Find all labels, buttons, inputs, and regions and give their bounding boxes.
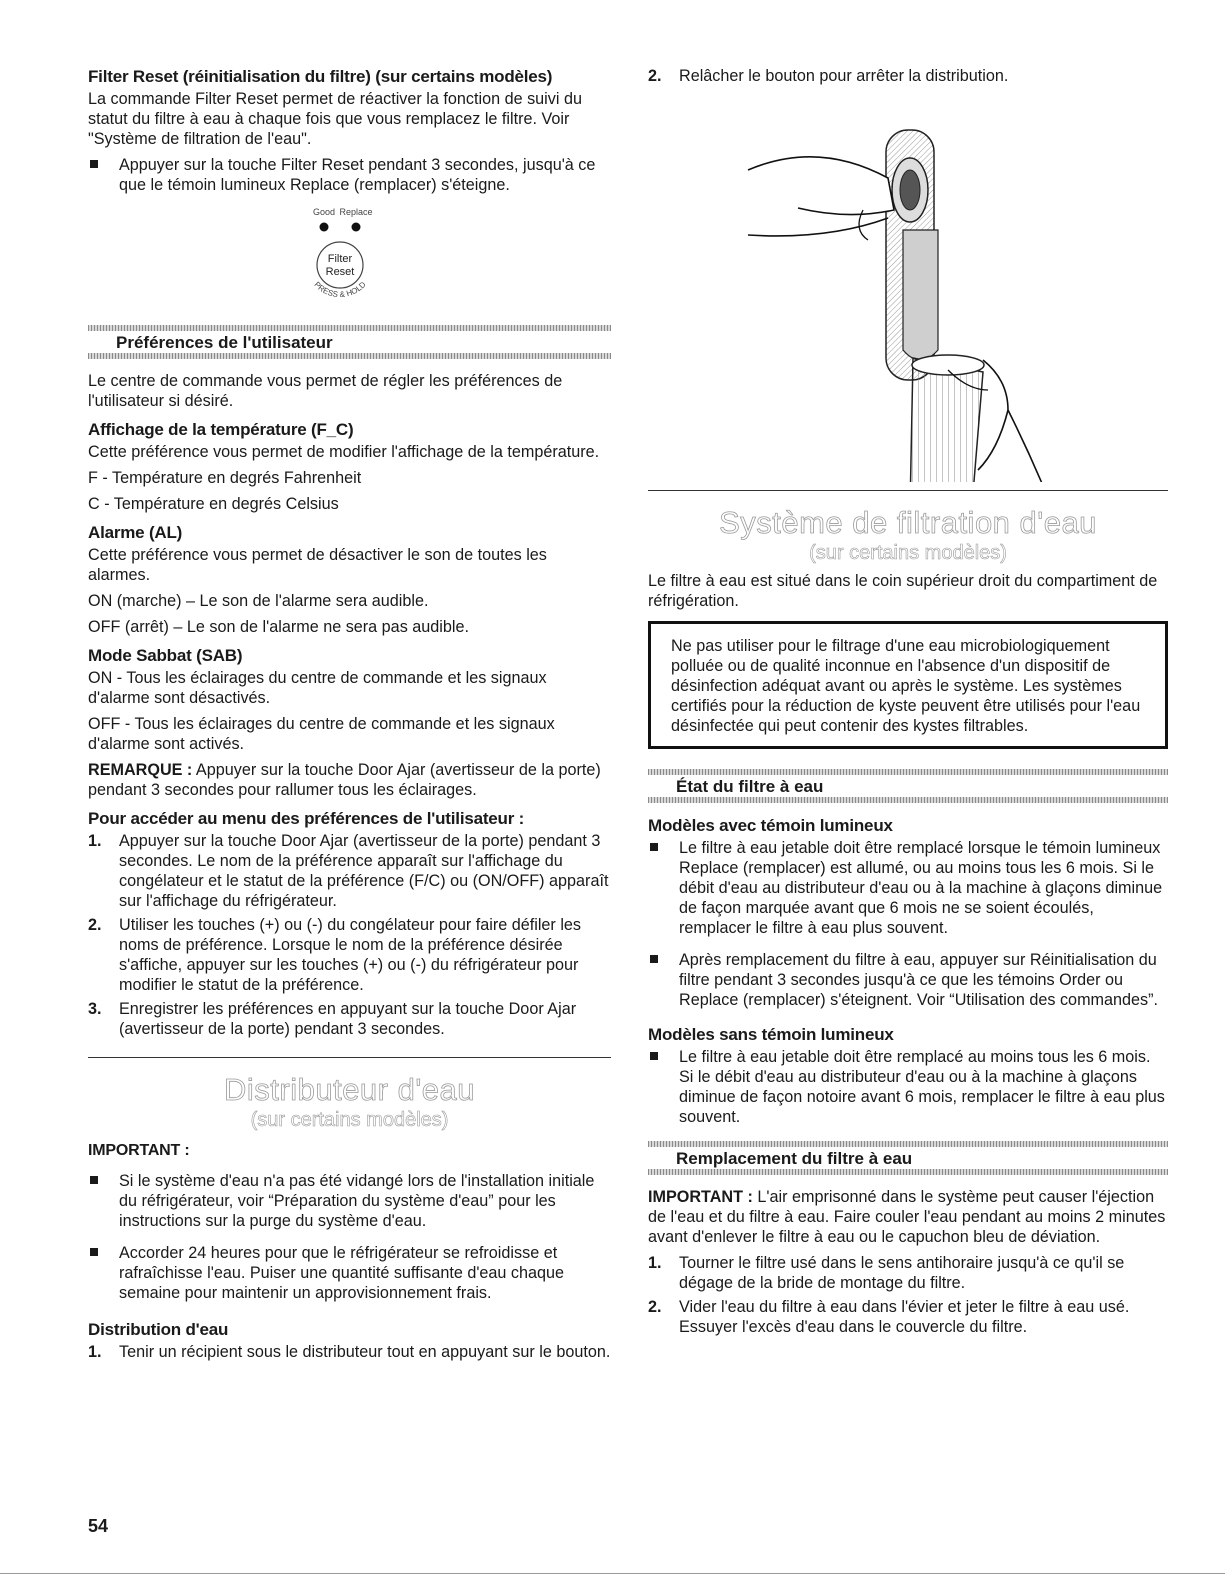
replace-indicator-light (352, 223, 361, 232)
hand-glass-dispenser-icon (648, 90, 1168, 482)
page-number: 54 (88, 1516, 109, 1536)
with-light-bullet: Le filtre à eau jetable doit être remplacé lorsque le témoin lumineux Replace (remplacer) est allumé, ou au moins tous les 6 mois. Si le débit d'eau au distributeur d'eau ou à la machine à glaçons diminue de façon marquée avant que 6 mois ne se soient écoulés, remplacer le filtre à eau plus souvent. (648, 838, 1168, 938)
replace-filter-bar-label: Remplacement du filtre à eau (676, 1149, 913, 1168)
note-label: REMARQUE : (88, 761, 193, 779)
filter-reset-button (317, 242, 363, 288)
dispenser-subtitle: (sur certains modèles) (250, 1109, 449, 1131)
with-light-heading: Modèles avec témoin lumineux (648, 816, 893, 835)
replace-important: IMPORTANT : L'air emprisonné dans le système peut causer l'éjection de l'eau et du filtre à eau. Faire couler l'eau pendant au moins 2 minutes avant d'enlever le filtre à eau ou le capuchon bleu de déviation. (648, 1188, 1166, 1246)
temp-text: Cette préférence vous permet de modifier l'affichage de la température. (88, 443, 600, 461)
alarm-heading: Alarme (AL) (88, 523, 183, 542)
menu-heading: Pour accéder au menu des préférences de l'utilisateur : (88, 809, 525, 828)
without-light-heading: Modèles sans témoin lumineux (648, 1025, 894, 1044)
note-text: Appuyer sur la touche Door Ajar (avertisseur de la porte) pendant 3 secondes pour rallumer tous les éclairages. (88, 761, 601, 799)
good-indicator-label: Good (312, 207, 336, 217)
alarm-text: Cette préférence vous permet de désactiver le son de toutes les alarmes. (88, 546, 547, 584)
dispenser-important: IMPORTANT : (88, 1142, 190, 1159)
with-light-bullet: Après remplacement du filtre à eau, appuyer sur Réinitialisation du filtre pendant 3 secondes jusqu'à ce que les témoins Order ou Replace (remplacer) s'éteignent. Voir “Utilisation des commandes”. (648, 950, 1168, 1010)
temp-f: F - Température en degrés Fahrenheit (88, 469, 362, 487)
dispenser-title: Distributeur d'eau (224, 1072, 475, 1107)
filtration-subtitle: (sur certains modèles) (809, 542, 1007, 564)
filter-label: Filter (327, 253, 353, 265)
bottom-rule (0, 1573, 1225, 1574)
menu-step: 2. Utiliser les touches (+) ou (-) du congélateur pour faire défiler les noms de préférence. Lorsque le nom de la préférence désirée s'affiche, appuyer sur les touches (+) ou (-) du réfrigérateur pour modifier le statut de la préférence. (88, 916, 582, 994)
prefs-note (88, 760, 611, 800)
preferences-bar (88, 325, 611, 359)
filter-reset-intro: La commande Filter Reset permet de réactiver la fonction de suivi du statut du filtre à eau à chaque fois que vous remplacez le filtre. Voir "Système de filtration de l'eau". (88, 90, 582, 148)
right-column (648, 62, 1168, 1341)
filter-reset-button-icon (88, 207, 611, 315)
sabbat-heading: Mode Sabbat (SAB) (88, 646, 243, 665)
replace-filter-bar (648, 1141, 1168, 1175)
filter-reset-button-illustration (88, 207, 611, 315)
filter-state-bar-label: État du filtre à eau (676, 777, 824, 796)
temp-heading: Affichage de la température (F_C) (88, 420, 354, 439)
section-divider (648, 490, 1168, 491)
menu-step: 3. Enregistrer les préférences en appuyant sur la touche Door Ajar (avertisseur de la porte) pendant 3 secondes. (88, 1000, 577, 1038)
sabbat-off: OFF - Tous les éclairages du centre de commande et les signaux d'alarme sont activés. (88, 715, 555, 753)
filtration-title: Système de filtration d'eau (719, 505, 1097, 540)
temp-c: C - Température en degrés Celsius (88, 495, 339, 513)
distribution-heading: Distribution d'eau (88, 1320, 229, 1339)
prefs-intro: Le centre de commande vous permet de régler les préférences de l'utilisateur si désiré. (88, 372, 563, 410)
menu-step: 1. Appuyer sur la touche Door Ajar (avertisseur de la porte) pendant 3 secondes. Le nom de la préférence apparaît sur l'affichage du congélateur et le statut de la préférence (F/C) ou (ON/OFF) apparaît sur l'affichage du réfrigérateur. (88, 832, 609, 910)
dispenser-bullet: Accorder 24 heures pour que le réfrigérateur se refroidisse et rafraîchisse l'eau. Puiser une quantité suffisante d'eau chaque semaine pour maintenir un approvisionnement frais. (88, 1243, 611, 1303)
sabbat-on: ON - Tous les éclairages du centre de commande et les signaux d'alarme sont désactivés. (88, 669, 547, 707)
press-hold-caption: PRESS & HOLD (312, 279, 368, 300)
reset-label: Reset (325, 266, 355, 278)
filter-reset-heading: Filter Reset (réinitialisation du filtre) (sur certains modèles) (88, 67, 553, 86)
filter-reset-bullet: Appuyer sur la touche Filter Reset pendant 3 secondes, jusqu'à ce que le témoin lumineux Replace (remplacer) s'éteigne. (88, 155, 611, 195)
dispenser-bullet: Si le système d'eau n'a pas été vidangé lors de l'installation initiale du réfrigérateur, voir “Préparation du système d'eau” pour les instructions sur la purge du système d'eau. (88, 1171, 611, 1231)
without-light-bullet: Le filtre à eau jetable doit être remplacé au moins tous les 6 mois. Si le débit d'eau au distributeur d'eau ou à la machine à glaçons diminue de façon notoire avant 6 mois, remplacer le filtre à eau plus souvent. (648, 1047, 1168, 1127)
alarm-on: ON (marche) – Le son de l'alarme sera audible. (88, 592, 429, 610)
filter-state-bar (648, 769, 1168, 803)
good-indicator-light (320, 223, 329, 232)
dispenser-illustration (648, 90, 1168, 482)
filtration-intro: Le filtre à eau est situé dans le coin supérieur droit du compartiment de réfrigération. (648, 572, 1158, 610)
distribution-step-2: 2. Relâcher le bouton pour arrêter la distribution. (648, 67, 1009, 85)
replace-step: 2. Vider l'eau du filtre à eau dans l'évier et jeter le filtre à eau usé. Essuyer l'excès d'eau dans le couvercle du filtre. (648, 1298, 1130, 1336)
replace-step: 1. Tourner le filtre usé dans le sens antihoraire jusqu'à ce qu'il se dégage de la bride de montage du filtre. (648, 1254, 1125, 1292)
left-column (88, 62, 611, 1366)
alarm-off: OFF (arrêt) – Le son de l'alarme ne sera pas audible. (88, 618, 469, 636)
replace-indicator-label: Replace (339, 207, 373, 217)
warning-box: Ne pas utiliser pour le filtrage d'une eau microbiologiquement polluée ou de qualité inconnue en l'absence d'un dispositif de désinfection adéquat avant ou après le système. Les systèmes certifiés pour la réduction de kyste peuvent être utilisés pour l'eau désinfectée qui peut contenir des kystes filtrables. (648, 621, 1168, 749)
preferences-bar-label: Préférences de l'utilisateur (116, 333, 333, 352)
distribution-step-1: 1. Tenir un récipient sous le distributeur tout en appuyant sur le bouton. (88, 1343, 611, 1361)
section-divider (88, 1057, 611, 1058)
